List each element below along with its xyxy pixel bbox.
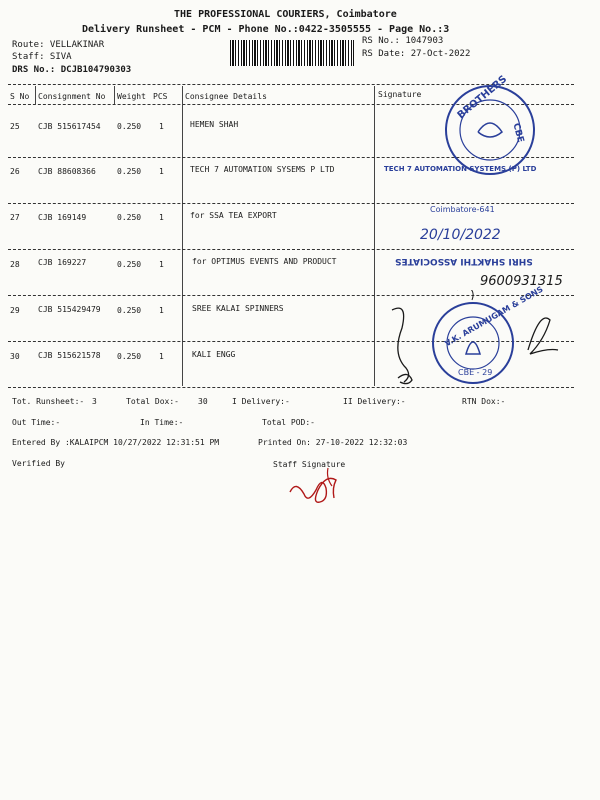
col-header-sno: S No: [10, 92, 30, 101]
row-pcs: 1: [159, 122, 164, 131]
total-runsheet-label: Tot. Runsheet:-: [12, 397, 85, 406]
route-label: Route: VELLAKINAR: [12, 40, 105, 50]
row-consignment: CJB 169149: [38, 213, 87, 222]
printed-on: Printed On: 27-10-2022 12:32:03: [258, 438, 408, 447]
row-consignee: for SSA TEA EXPORT: [190, 211, 277, 220]
handwritten-date: 20/10/2022: [420, 227, 501, 243]
col-header-signature: Signature: [378, 90, 422, 99]
entered-by: Entered By :KALAIPCM 10/27/2022 12:31:51 PM: [12, 438, 220, 447]
col-header-weight: Weight: [117, 92, 146, 101]
row-pcs: 1: [159, 306, 164, 315]
rs-number: RS No.: 1047903: [362, 36, 444, 46]
row-sno: 30: [10, 352, 20, 361]
total-pod-label: Total POD:-: [262, 418, 315, 427]
column-divider: [35, 86, 36, 104]
row-sno: 25: [10, 122, 20, 131]
row-sno: 29: [10, 306, 20, 315]
stamp-brothers-text: BROTHERS: [455, 73, 510, 122]
rs-date: RS Date: 27-Oct-2022: [362, 49, 471, 59]
stamp-shri-text: SHRI SHAKTHI ASSOCIATES: [395, 256, 533, 266]
handwritten-signatures: [378, 290, 578, 390]
row-weight: 0.250: [117, 260, 142, 269]
staff-signature-scribble: [284, 462, 364, 512]
out-time-label: Out Time:-: [12, 418, 61, 427]
in-time-label: In Time:-: [140, 418, 184, 427]
total-dox-value: 30: [198, 397, 208, 406]
row-consignee: KALI ENGG: [192, 350, 236, 359]
row-weight: 0.250: [117, 306, 142, 315]
column-divider: [114, 86, 115, 104]
i-delivery-label: I Delivery:-: [232, 397, 290, 406]
row-pcs: 1: [159, 167, 164, 176]
ii-delivery-label: II Delivery:-: [343, 397, 406, 406]
row-consignment: CJB 169227: [38, 258, 87, 267]
row-weight: 0.250: [117, 122, 142, 131]
staff-label: Staff: SIVA: [12, 52, 72, 62]
barcode-image: [230, 40, 354, 66]
divider: [8, 249, 574, 250]
row-consignee: TECH 7 AUTOMATION SYSEMS P LTD: [190, 165, 335, 174]
row-pcs: 1: [159, 260, 164, 269]
row-consignee: HEMEN SHAH: [190, 120, 239, 129]
col-header-consignment: Consignment No: [38, 92, 106, 101]
row-sno: 26: [10, 167, 20, 176]
runsheet-subtitle: Delivery Runsheet - PCM - Phone No.:0422-3505555 - Page No.:3: [82, 24, 450, 35]
staff-signature-label: Staff Signature: [273, 460, 346, 469]
row-consignee: SREE KALAI SPINNERS: [192, 304, 284, 313]
row-consignment: CJB 88608366: [38, 167, 96, 176]
row-weight: 0.250: [117, 352, 142, 361]
col-header-consignee: Consignee Details: [185, 92, 267, 101]
document-title: THE PROFESSIONAL COURIERS, Coimbatore: [174, 9, 397, 20]
rtn-dox-label: RTN Dox:-: [462, 397, 506, 406]
total-runsheet-value: 3: [92, 397, 97, 406]
drs-number: DRS No.: DCJB104790303: [12, 65, 132, 75]
total-dox-label: Total Dox:-: [126, 397, 179, 406]
handwritten-phone: 9600931315: [480, 274, 563, 289]
row-weight: 0.250: [117, 213, 142, 222]
stamp-brothers-sub: CBE: [510, 122, 526, 144]
row-consignment: CJB 515621578: [38, 351, 101, 360]
row-sno: 28: [10, 260, 20, 269]
row-weight: 0.250: [117, 167, 142, 176]
row-pcs: 1: [159, 213, 164, 222]
row-sno: 27: [10, 213, 20, 222]
stamp-tech-line2: Coimbatore-641: [430, 205, 495, 214]
stamp-arumugam-text: V.K. ARUMUGAM & SONS: [443, 284, 545, 349]
row-pcs: 1: [159, 352, 164, 361]
divider: [8, 203, 574, 204]
row-consignee: for OPTIMUS EVENTS AND PRODUCT: [192, 257, 337, 266]
stamp-tech-line1: TECH 7 AUTOMATION SYSTEMS (P) LTD: [384, 165, 537, 173]
verified-by-label: Verified By: [12, 459, 65, 468]
stamp-arumugam-sub: CBE - 29: [458, 368, 493, 377]
col-header-pcs: PCS: [153, 92, 168, 101]
row-consignment: CJB 515429479: [38, 305, 101, 314]
row-consignment: CJB 515617454: [38, 122, 101, 131]
